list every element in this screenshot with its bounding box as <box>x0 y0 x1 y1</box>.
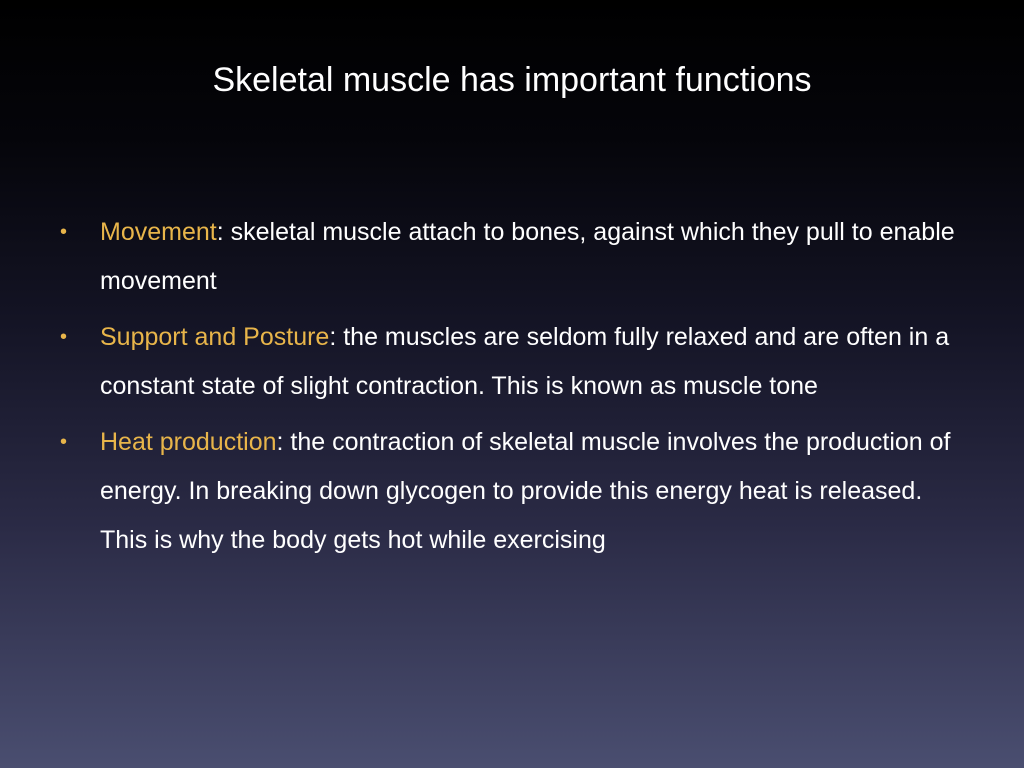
slide-title: Skeletal muscle has important functions <box>212 61 812 99</box>
bullet-icon: • <box>60 431 68 453</box>
bullet-item-heat-production <box>60 418 960 565</box>
bullet-list <box>60 208 960 572</box>
bullet-text: : the contraction of skeletal muscle involves the production of energy. In breaking down glycogen to provide this energy heat is released. This is why the body gets hot while exercising <box>100 428 951 554</box>
bullet-term: Heat production <box>100 428 277 456</box>
bullet-text: : skeletal muscle attach to bones, against which they pull to enable movement <box>100 218 955 295</box>
bullet-item-movement <box>60 208 960 306</box>
bullet-term: Support and Posture <box>100 323 330 351</box>
bullet-icon: • <box>60 326 68 348</box>
bullet-icon: • <box>60 221 68 243</box>
bullet-item-support-posture <box>60 313 960 411</box>
bullet-term: Movement <box>100 218 217 246</box>
bullet-text: : the muscles are seldom fully relaxed and are often in a constant state of slight contraction. This is known as muscle tone <box>100 323 950 400</box>
